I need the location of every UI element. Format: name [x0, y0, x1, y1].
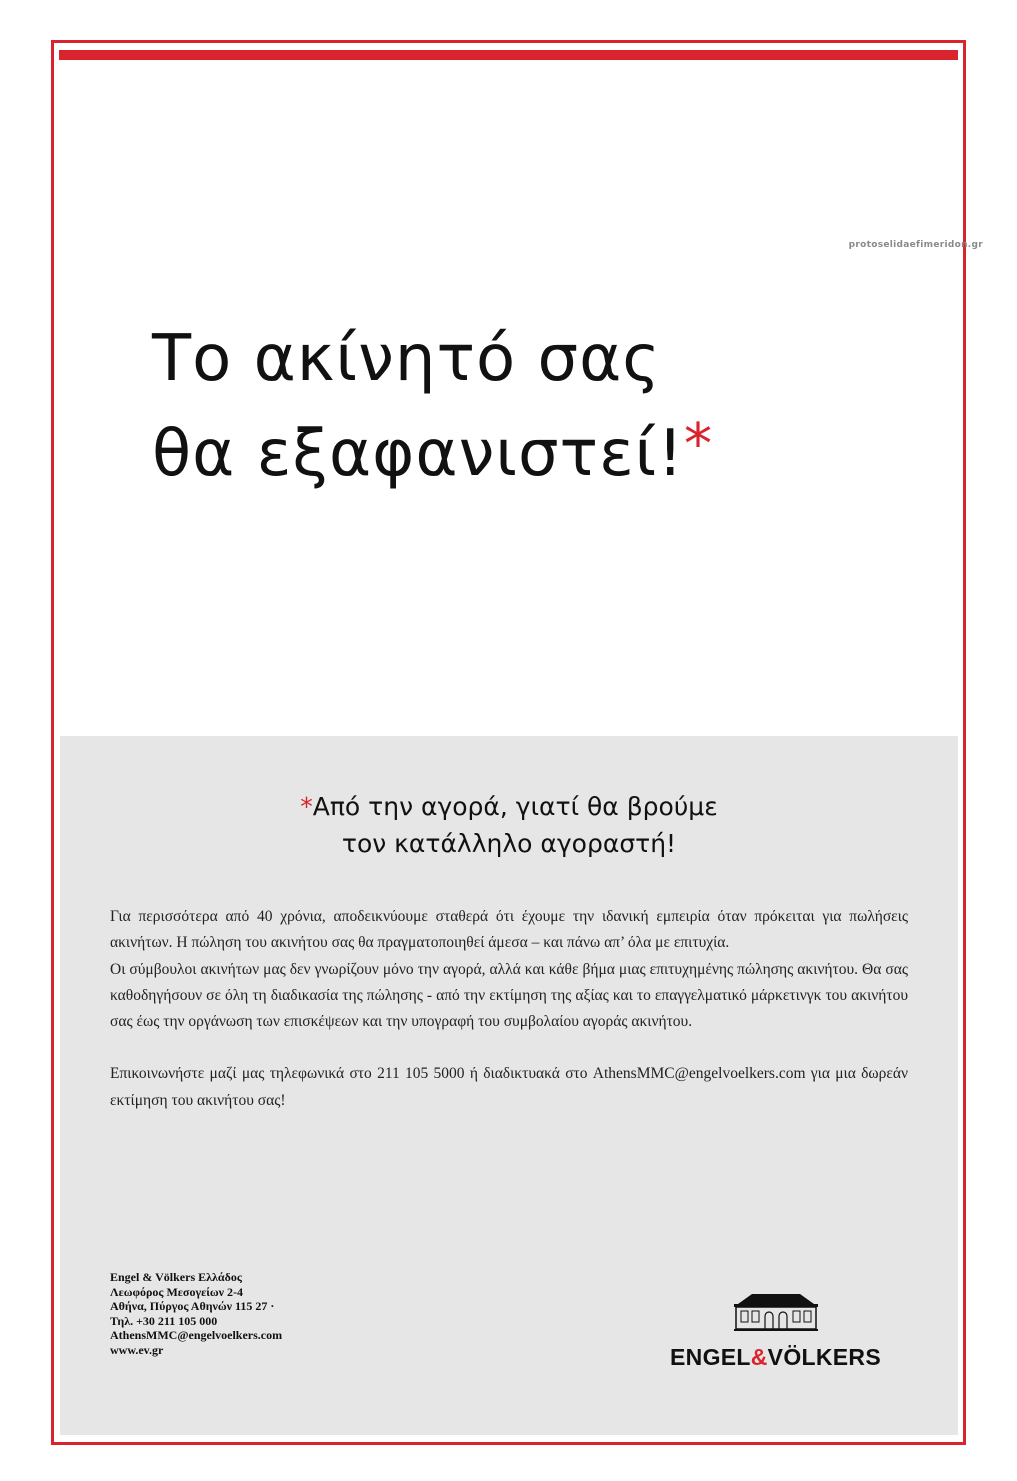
- watermark: protoselidaefimeridon.gr: [848, 240, 983, 250]
- body-paragraph-2: Οι σύμβουλοι ακινήτων μας δεν γνωρίζουν μόνο την αγορά, αλλά και κάθε βήμα μιας επιτυχημένης πώλησης ακινήτου. Θα σας καθοδηγήσουν σε όλη τη διαδικασία της πώλησης - από την εκτίμηση της αξίας και το επαγγελματικό μάρκετινγκ του ακινήτου σας έως την οργάνωση των επισκέψεων και την υπογραφή του συμβολαίου αγοράς ακινήτου.: [110, 960, 908, 1031]
- body-copy: [110, 904, 908, 1114]
- house-logo-icon: [732, 1292, 820, 1332]
- subheadline-asterisk: *: [300, 792, 313, 821]
- info-panel: [60, 736, 958, 1435]
- subheadline-line-1-text: Από την αγορά, γιατί θα βρούμε: [312, 792, 718, 821]
- headline-line-1: Το ακίνητό σας: [152, 322, 661, 396]
- brand-wordmark-volkers: VÖLKERS: [767, 1344, 881, 1370]
- address-phone: Τηλ. +30 211 105 000: [110, 1313, 218, 1328]
- address-web: www.ev.gr: [110, 1342, 164, 1357]
- company-address: [110, 1270, 410, 1357]
- brand-wordmark-ampersand: &: [750, 1344, 768, 1370]
- headline: [152, 316, 912, 497]
- brand-logo: [638, 1292, 913, 1372]
- subheadline: [60, 788, 958, 862]
- address-company: Engel & Völkers Ελλάδος: [110, 1270, 242, 1284]
- brand-wordmark: [638, 1344, 913, 1371]
- address-email: AthensMMC@engelvoelkers.com: [110, 1328, 283, 1342]
- brand-wordmark-engel: ENGEL: [670, 1344, 751, 1370]
- body-paragraph-3: Επικοινωνήστε μαζί μας τηλεφωνικά στο 211 105 5000 ή διαδικτυακά στο AthensMMC@engelvoelkers.com για μια δωρεάν εκτίμηση του ακινήτου σας!: [110, 1065, 908, 1109]
- headline-line-2-text: θα εξαφανιστεί!: [152, 417, 684, 491]
- top-red-bar: [59, 50, 958, 60]
- subheadline-line-2: τον κατάλληλο αγοραστή!: [341, 829, 677, 858]
- headline-asterisk: *: [683, 412, 713, 477]
- subheadline-line-1: [60, 788, 958, 825]
- address-city: Αθήνα, Πύργος Αθηνών 115 27 ·: [110, 1299, 275, 1313]
- address-street: Λεωφόρος Μεσογείων 2-4: [110, 1284, 244, 1299]
- body-paragraph-1: Για περισσότερα από 40 χρόνια, αποδεικνύουμε σταθερά ότι έχουμε την ιδανική εμπειρία όταν πρόκειται για πωλήσεις ακινήτων. Η πώληση του ακινήτου σας θα πραγματοποιηθεί άμεσα – και πάνω απ’ όλα με επιτυχία.: [110, 908, 908, 952]
- headline-line-2: [152, 402, 912, 497]
